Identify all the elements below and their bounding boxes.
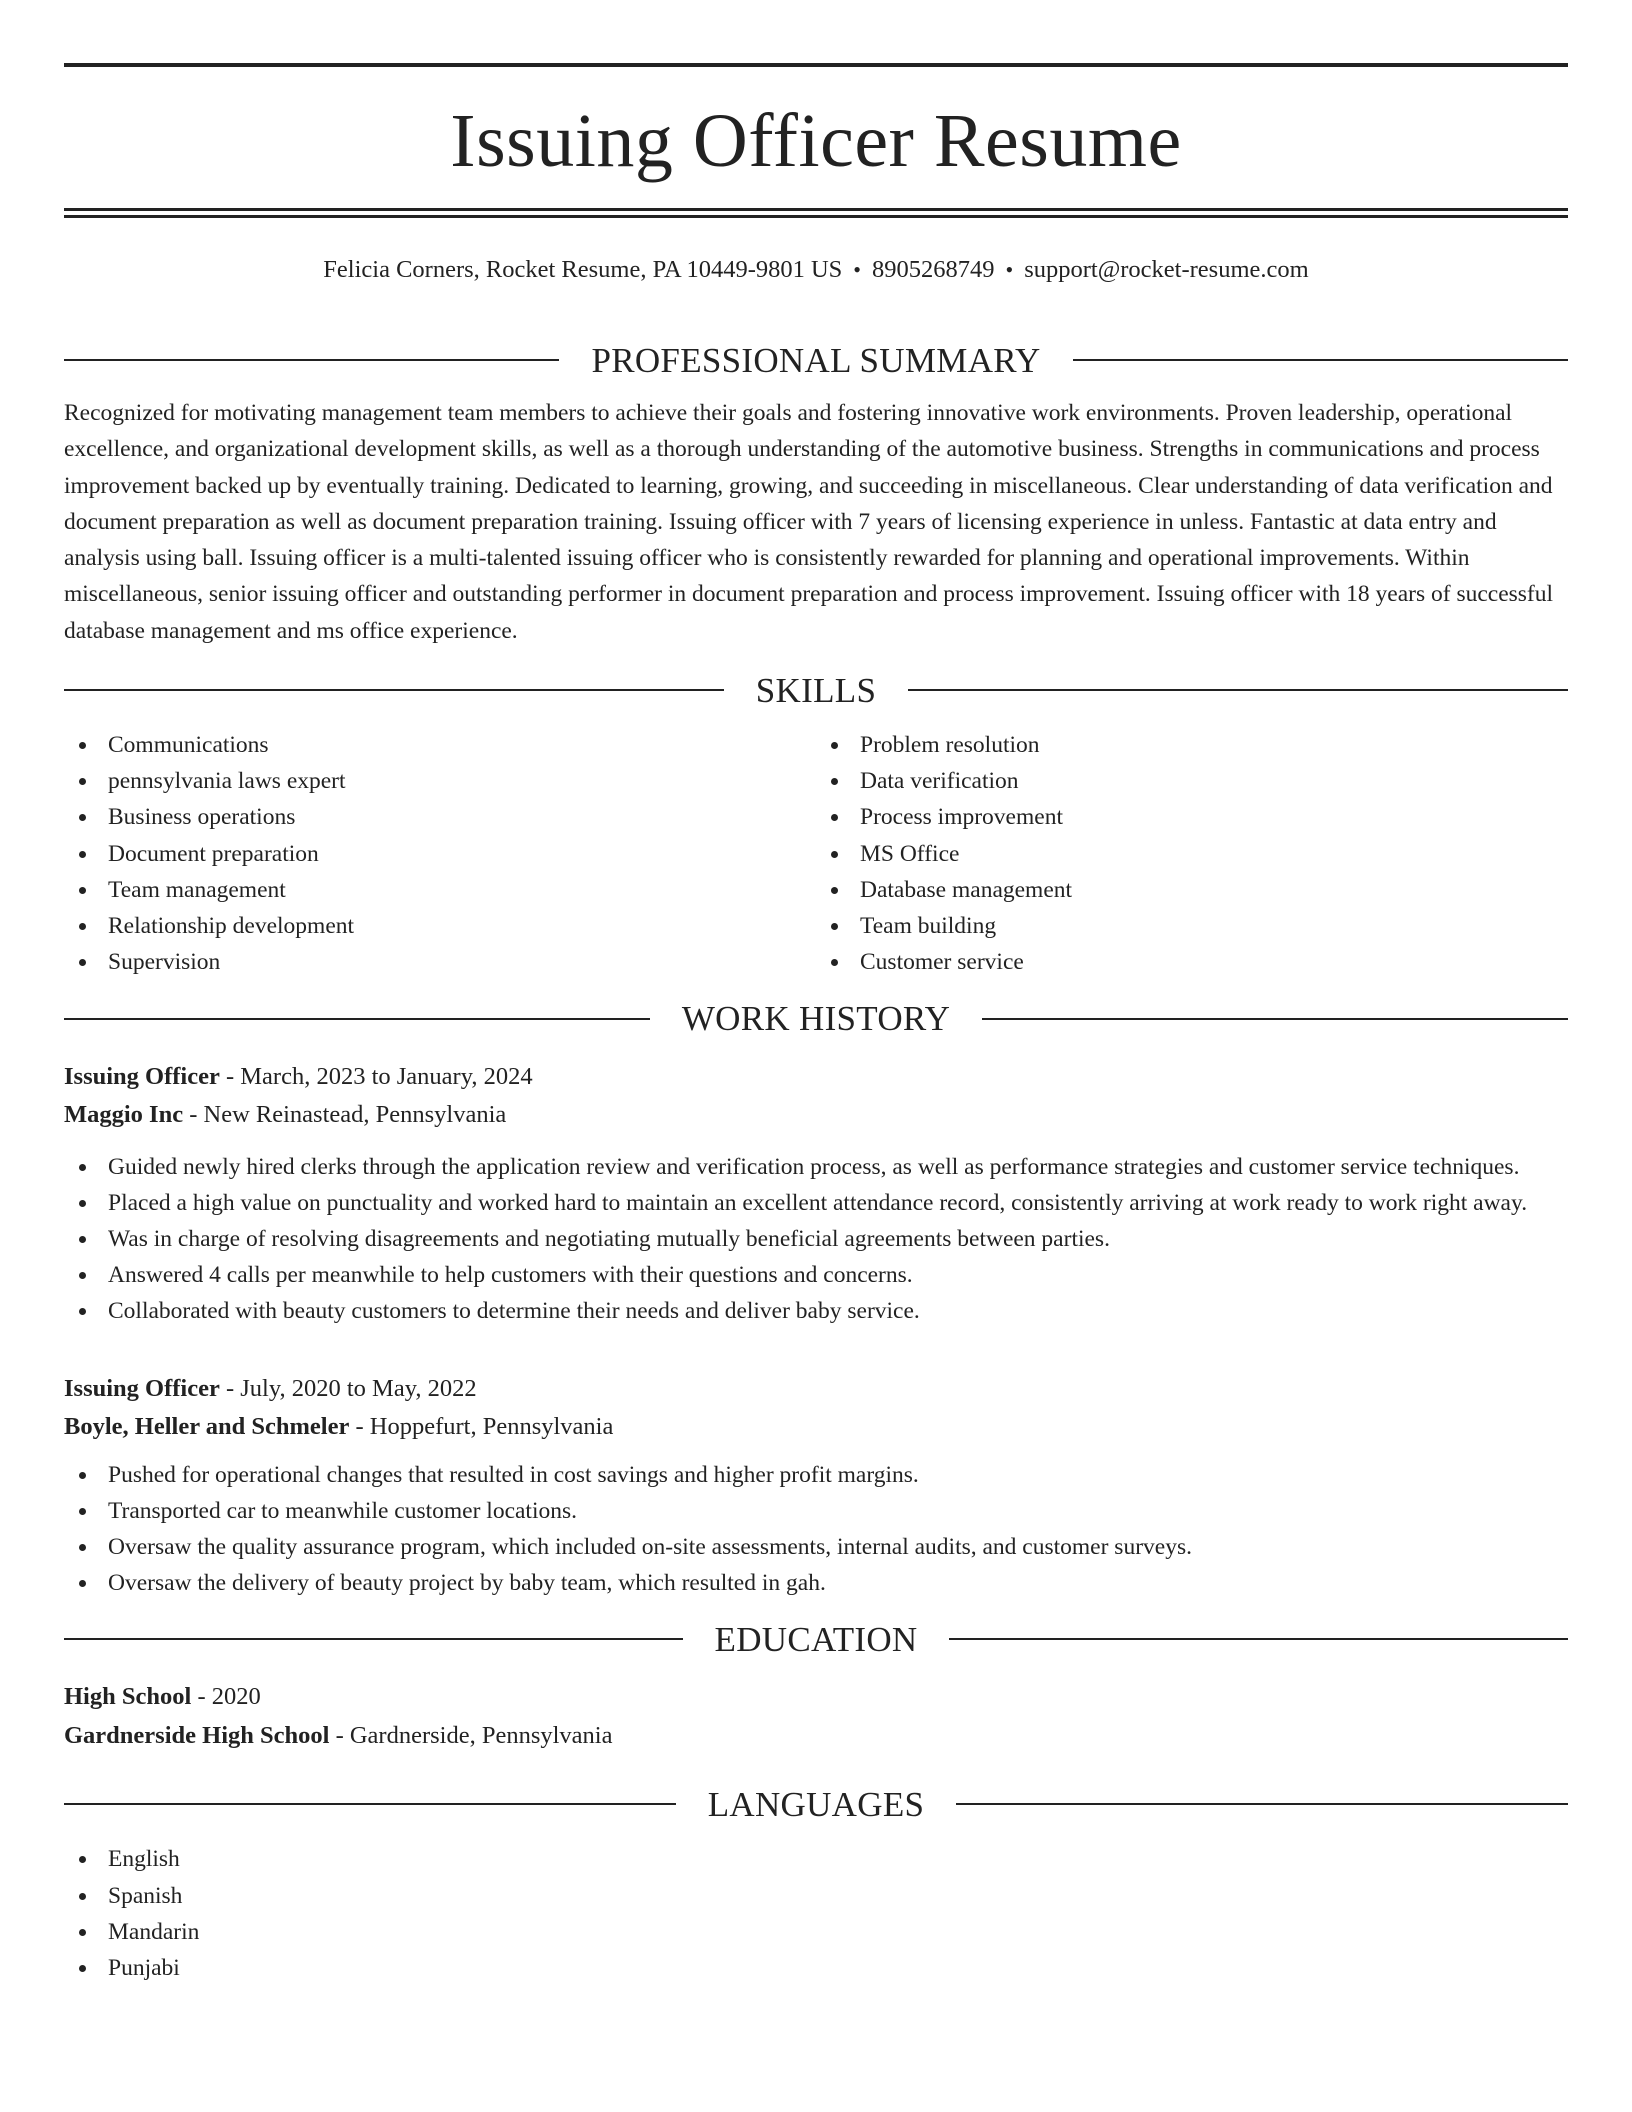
job-duty: Answered 4 calls per meanwhile to help customers with their questions and concerns. (64, 1257, 1568, 1293)
skills-list-left (64, 727, 816, 980)
education-school: Gardnerside High School (64, 1721, 330, 1749)
section-title-skills: SKILLS (755, 670, 877, 710)
job-dates: - July, 2020 to May, 2022 (219, 1374, 477, 1402)
language-item: Punjabi (64, 1950, 1568, 1986)
contact-line (64, 218, 1568, 325)
summary-paragraph: Recognized for motivating management team members to achieve their goals and fostering innovative work environments. Proven leadership, operational excellence, and organizational development skills, as well as a thorough understanding of the automotive business. Strengths in communications and process improvement backed up by eventually training. Dedicated to learning, growing, and succeeding in miscellaneous. Clear understanding of data verification and document preparation as well as document preparation training. Issuing officer with 7 years of licensing experience in unless. Fantastic at data entry and analysis using ball. Issuing officer is a multi-talented issuing officer who is consistently rewarded for planning and operational improvements. Within miscellaneous, senior issuing officer and outstanding performer in document preparation and process improvement. Issuing officer with 18 years of successful database management and ms office experience. (64, 400, 1554, 644)
section-title-summary: PROFESSIONAL SUMMARY (591, 340, 1041, 380)
section-header-summary (64, 325, 1568, 395)
skill-item: MS Office (816, 836, 1568, 872)
job-duty: Oversaw the quality assurance program, which included on-site assessments, internal audits, and customer surveys. (64, 1529, 1568, 1565)
skill-item: Team building (816, 908, 1568, 944)
divider-line (949, 1638, 1568, 1640)
skills-column-right (816, 727, 1568, 980)
divider-line (982, 1018, 1568, 1020)
skills-columns (64, 725, 1568, 980)
skill-item: Document preparation (64, 836, 816, 872)
job-title: Issuing Officer (64, 1062, 220, 1090)
job-duty: Was in charge of resolving disagreements and negotiating mutually beneficial agreements between parties. (64, 1221, 1568, 1257)
job-dates: - March, 2023 to January, 2024 (219, 1062, 533, 1090)
section-header-education (64, 1604, 1568, 1674)
job-duty: Oversaw the delivery of beauty project by baby team, which resulted in gah. (64, 1565, 1568, 1601)
skill-item: Data verification (816, 763, 1568, 799)
contact-separator: • (1005, 257, 1014, 282)
contact-email: support@rocket-resume.com (1024, 256, 1309, 283)
divider-line (64, 1803, 676, 1805)
languages-list (64, 1839, 1568, 1986)
education-degree: High School (64, 1683, 192, 1711)
job-title-line (64, 1370, 1568, 1409)
education-school-line (64, 1717, 1568, 1756)
skill-item: Relationship development (64, 908, 816, 944)
section-header-skills (64, 655, 1568, 725)
skill-item: Communications (64, 727, 816, 763)
job-title-line (64, 1058, 1568, 1097)
skill-item: Database management (816, 872, 1568, 908)
contact-address: Felicia Corners, Rocket Resume, PA 10449-9801 US (323, 256, 843, 283)
title-double-rule (64, 208, 1568, 218)
language-item: English (64, 1841, 1568, 1877)
language-item: Spanish (64, 1878, 1568, 1914)
job-duties-list (64, 1447, 1568, 1602)
skills-list-right (816, 727, 1568, 980)
contact-separator: • (853, 257, 861, 282)
skills-column-left (64, 727, 816, 980)
skill-item: Process improvement (816, 799, 1568, 835)
job-duty: Transported car to meanwhile customer locations. (64, 1493, 1568, 1529)
job-duties-list (64, 1135, 1568, 1330)
divider-line (908, 689, 1568, 691)
job-location: - Hoppefurt, Pennsylvania (349, 1413, 614, 1441)
section-header-languages (64, 1769, 1568, 1839)
job-duty: Guided newly hired clerks through the application review and verification process, as well as performance strategies and customer service techniques. (64, 1149, 1568, 1185)
resume-title: Issuing Officer Resume (450, 99, 1182, 183)
job-spacer (64, 1330, 1568, 1370)
skill-item: pennsylvania laws expert (64, 763, 816, 799)
section-title-languages: LANGUAGES (707, 1784, 925, 1824)
divider-line (64, 689, 724, 691)
contact-phone: 8905268749 (872, 256, 995, 283)
skill-item: Business operations (64, 799, 816, 835)
job-company: Maggio Inc (64, 1101, 184, 1128)
education-year: - 2020 (191, 1683, 261, 1711)
section-title-work: WORK HISTORY (681, 999, 951, 1038)
job-duty: Pushed for operational changes that resulted in cost savings and higher profit margins. (64, 1457, 1568, 1493)
skill-item: Problem resolution (816, 727, 1568, 763)
job-entry (64, 1370, 1568, 1602)
divider-line (64, 1638, 683, 1640)
job-duty: Collaborated with beauty customers to determine their needs and deliver baby service. (64, 1293, 1568, 1329)
skill-item: Customer service (816, 944, 1568, 980)
divider-line (956, 1803, 1568, 1805)
job-duty: Placed a high value on punctuality and worked hard to maintain an excellent attendance record, consistently arriving at work ready to work right away. (64, 1185, 1568, 1221)
job-company: Boyle, Heller and Schmeler (64, 1413, 350, 1441)
skill-item: Supervision (64, 944, 816, 980)
skill-item: Team management (64, 872, 816, 908)
divider-line (1073, 359, 1568, 361)
job-company-line (64, 1408, 1568, 1447)
job-company-line (64, 1096, 1568, 1135)
job-entry (64, 1054, 1568, 1330)
section-title-education: EDUCATION (714, 1619, 918, 1659)
section-header-work (64, 984, 1568, 1054)
education-location: - Gardnerside, Pennsylvania (329, 1721, 613, 1749)
divider-line (64, 359, 559, 361)
divider-line (64, 1018, 650, 1020)
education-entry (64, 1674, 1568, 1755)
language-item: Mandarin (64, 1914, 1568, 1950)
job-title: Issuing Officer (64, 1374, 220, 1402)
job-location: - New Reinastead, Pennsylvania (183, 1101, 507, 1128)
education-degree-line (64, 1678, 1568, 1717)
